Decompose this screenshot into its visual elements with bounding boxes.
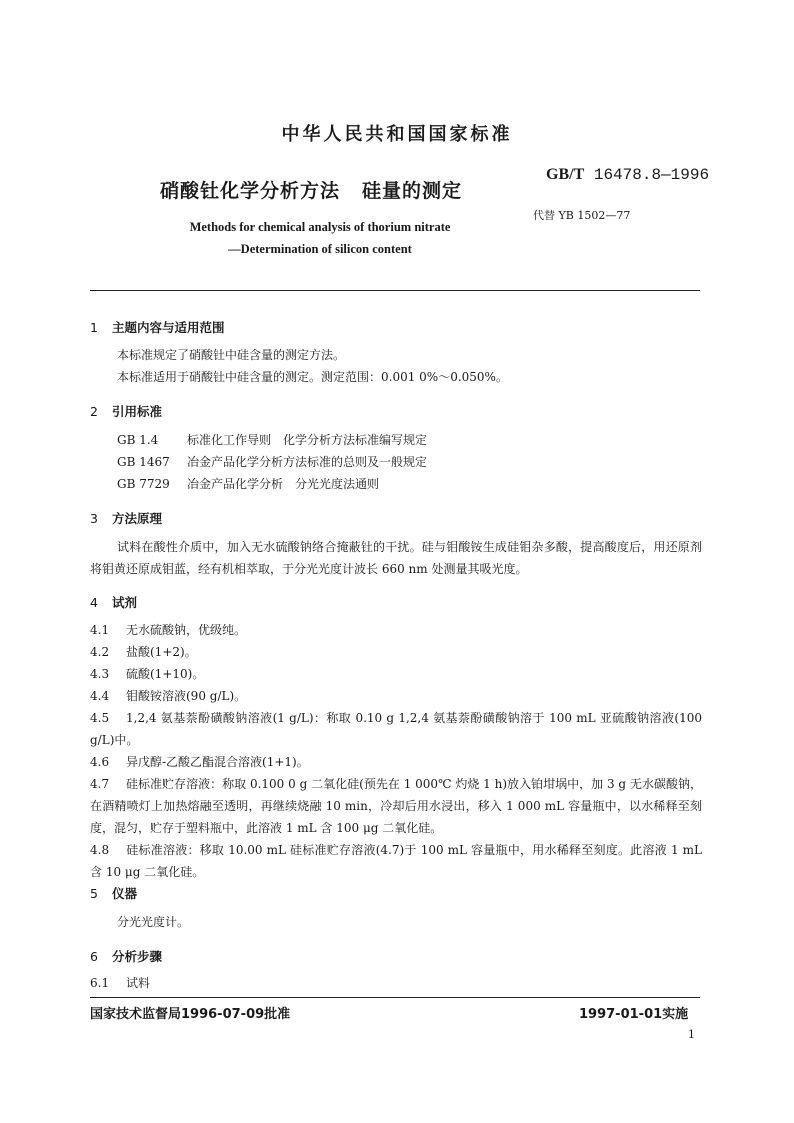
- reagent-text: 1,2,4 氨基萘酚磺酸钠溶液(1 g/L)：称取 0.10 g 1,2,4 氨基萘酚磺酸钠溶于 100 mL 亚硫酸钠溶液(100 g/L)中。: [90, 711, 702, 747]
- section-3-paragraph: 试料在酸性介质中，加入无水硫酸钠络合掩蔽钍的干扰。硅与钼酸铵生成硅钼杂多酸，提高酸度后，用还原剂将钼黄还原成钼蓝，经有机相萃取，于分光光度计波长 660 nm 处测量其吸光度。: [90, 540, 702, 576]
- section-4-heading: [90, 593, 137, 611]
- replaces-note: 代替 YB 1502—77: [533, 209, 631, 222]
- reagent-text: 盐酸(1+2)。: [126, 645, 197, 659]
- reagent-item: [90, 619, 702, 641]
- reagent-number: 4.3: [90, 667, 110, 681]
- document-title-en-line2: —Determination of silicon content: [228, 242, 412, 256]
- standard-number-value: 16478.8—1996: [584, 166, 710, 184]
- reference-title: 标准化工作导则 化学分析方法标准编写规定: [187, 433, 428, 447]
- reagent-text: 硅标准贮存溶液：称取 0.100 0 g 二氧化硅(预先在 1 000℃ 灼烧 1 h)放入铂坩埚中，加 3 g 无水碳酸钠，在酒精喷灯上加热熔融至透明，再继续烧融 10 min，冷却后用水浸出，移入 1 000 mL 容量瓶中，以水稀释至刻度，混匀，贮存于塑料瓶中，此溶液 1 mL 含 100 μg 二氧化硅。: [90, 777, 702, 835]
- section-3-heading: [90, 509, 162, 527]
- title-cn-part1: 硝酸钍化学分析方法: [160, 180, 341, 202]
- national-standard-heading: 中华人民共和国国家标准: [281, 124, 513, 145]
- reagent-number: 4.4: [90, 689, 110, 703]
- section-1-number: 1: [90, 320, 98, 335]
- reagent-item: [90, 663, 702, 685]
- section-6-heading: [90, 947, 162, 965]
- section-5-paragraph: 分光光度计。: [117, 915, 190, 929]
- reference-code: GB 1.4: [117, 433, 159, 447]
- section-1-heading: [90, 318, 225, 336]
- page-number: 1: [688, 1028, 695, 1041]
- reference-item: [90, 473, 729, 495]
- section-3-number: 3: [90, 511, 98, 526]
- reagent-text: 无水硫酸钠，优级纯。: [126, 623, 247, 637]
- reference-item: [90, 429, 729, 451]
- reagent-item: [90, 641, 702, 663]
- reagent-item: [90, 773, 702, 839]
- reagent-number: 4.2: [90, 645, 110, 659]
- section-4-number: 4: [90, 595, 98, 610]
- section-5-heading: [90, 884, 137, 902]
- subsection-6-1: [90, 972, 702, 994]
- header-divider: [90, 290, 700, 291]
- reference-title: 冶金产品化学分析 分光光度法通则: [187, 477, 380, 491]
- reference-title: 冶金产品化学分析方法标准的总则及一般规定: [187, 455, 428, 469]
- subsection-title: 试料: [126, 976, 151, 990]
- reagent-number: 4.5: [90, 711, 110, 725]
- title-cn-part2: 硅量的测定: [362, 180, 463, 202]
- section-2-number: 2: [90, 404, 98, 419]
- section-6-number: 6: [90, 949, 98, 964]
- section-5-number: 5: [90, 886, 98, 901]
- reagent-number: 4.1: [90, 623, 110, 637]
- reagent-item: [90, 685, 702, 707]
- standard-number: [546, 166, 709, 184]
- reagent-item: [90, 707, 702, 751]
- section-3-title: 方法原理: [112, 511, 163, 526]
- section-1-title: 主题内容与适用范围: [112, 320, 225, 335]
- reagent-item: [90, 839, 702, 883]
- reagent-number: 4.8: [90, 843, 110, 857]
- footer-divider: [90, 997, 700, 998]
- reference-code: GB 1467: [117, 455, 170, 469]
- reagent-number: 4.7: [90, 777, 110, 791]
- section-2-heading: [90, 402, 162, 420]
- approval-date: 国家技术监督局1996-07-09批准: [90, 1007, 291, 1022]
- section-1-paragraph-2: 本标准适用于硝酸钍中硅含量的测定。测定范围：0.001 0%～0.050%。: [117, 370, 508, 384]
- reagent-text: 钼酸铵溶液(90 g/L)。: [126, 689, 247, 703]
- document-title-cn: [160, 176, 462, 203]
- reagent-text: 硫酸(1+10)。: [126, 667, 205, 681]
- reagent-item: [90, 751, 702, 773]
- reagent-number: 4.6: [90, 755, 110, 769]
- document-title-en-line1: Methods for chemical analysis of thorium nitrate: [189, 220, 451, 234]
- section-6-title: 分析步骤: [112, 949, 163, 964]
- standard-prefix: GB/T: [546, 166, 585, 183]
- section-5-title: 仪器: [112, 886, 138, 901]
- implementation-date: 1997-01-01实施: [579, 1007, 689, 1022]
- section-2-title: 引用标准: [112, 404, 163, 419]
- section-1-paragraph-1: 本标准规定了硝酸钍中硅含量的测定方法。: [117, 348, 346, 362]
- subsection-number: 6.1: [90, 976, 110, 990]
- reagent-text: 硅标准溶液：移取 10.00 mL 硅标准贮存溶液(4.7)于 100 mL 容量瓶中，用水稀释至刻度。此溶液 1 mL 含 10 μg 二氧化硅。: [90, 843, 702, 879]
- reference-item: [90, 451, 729, 473]
- reagent-text: 异戊醇-乙酸乙酯混合溶液(1+1)。: [126, 755, 309, 769]
- reference-code: GB 7729: [117, 477, 170, 491]
- section-4-title: 试剂: [112, 595, 138, 610]
